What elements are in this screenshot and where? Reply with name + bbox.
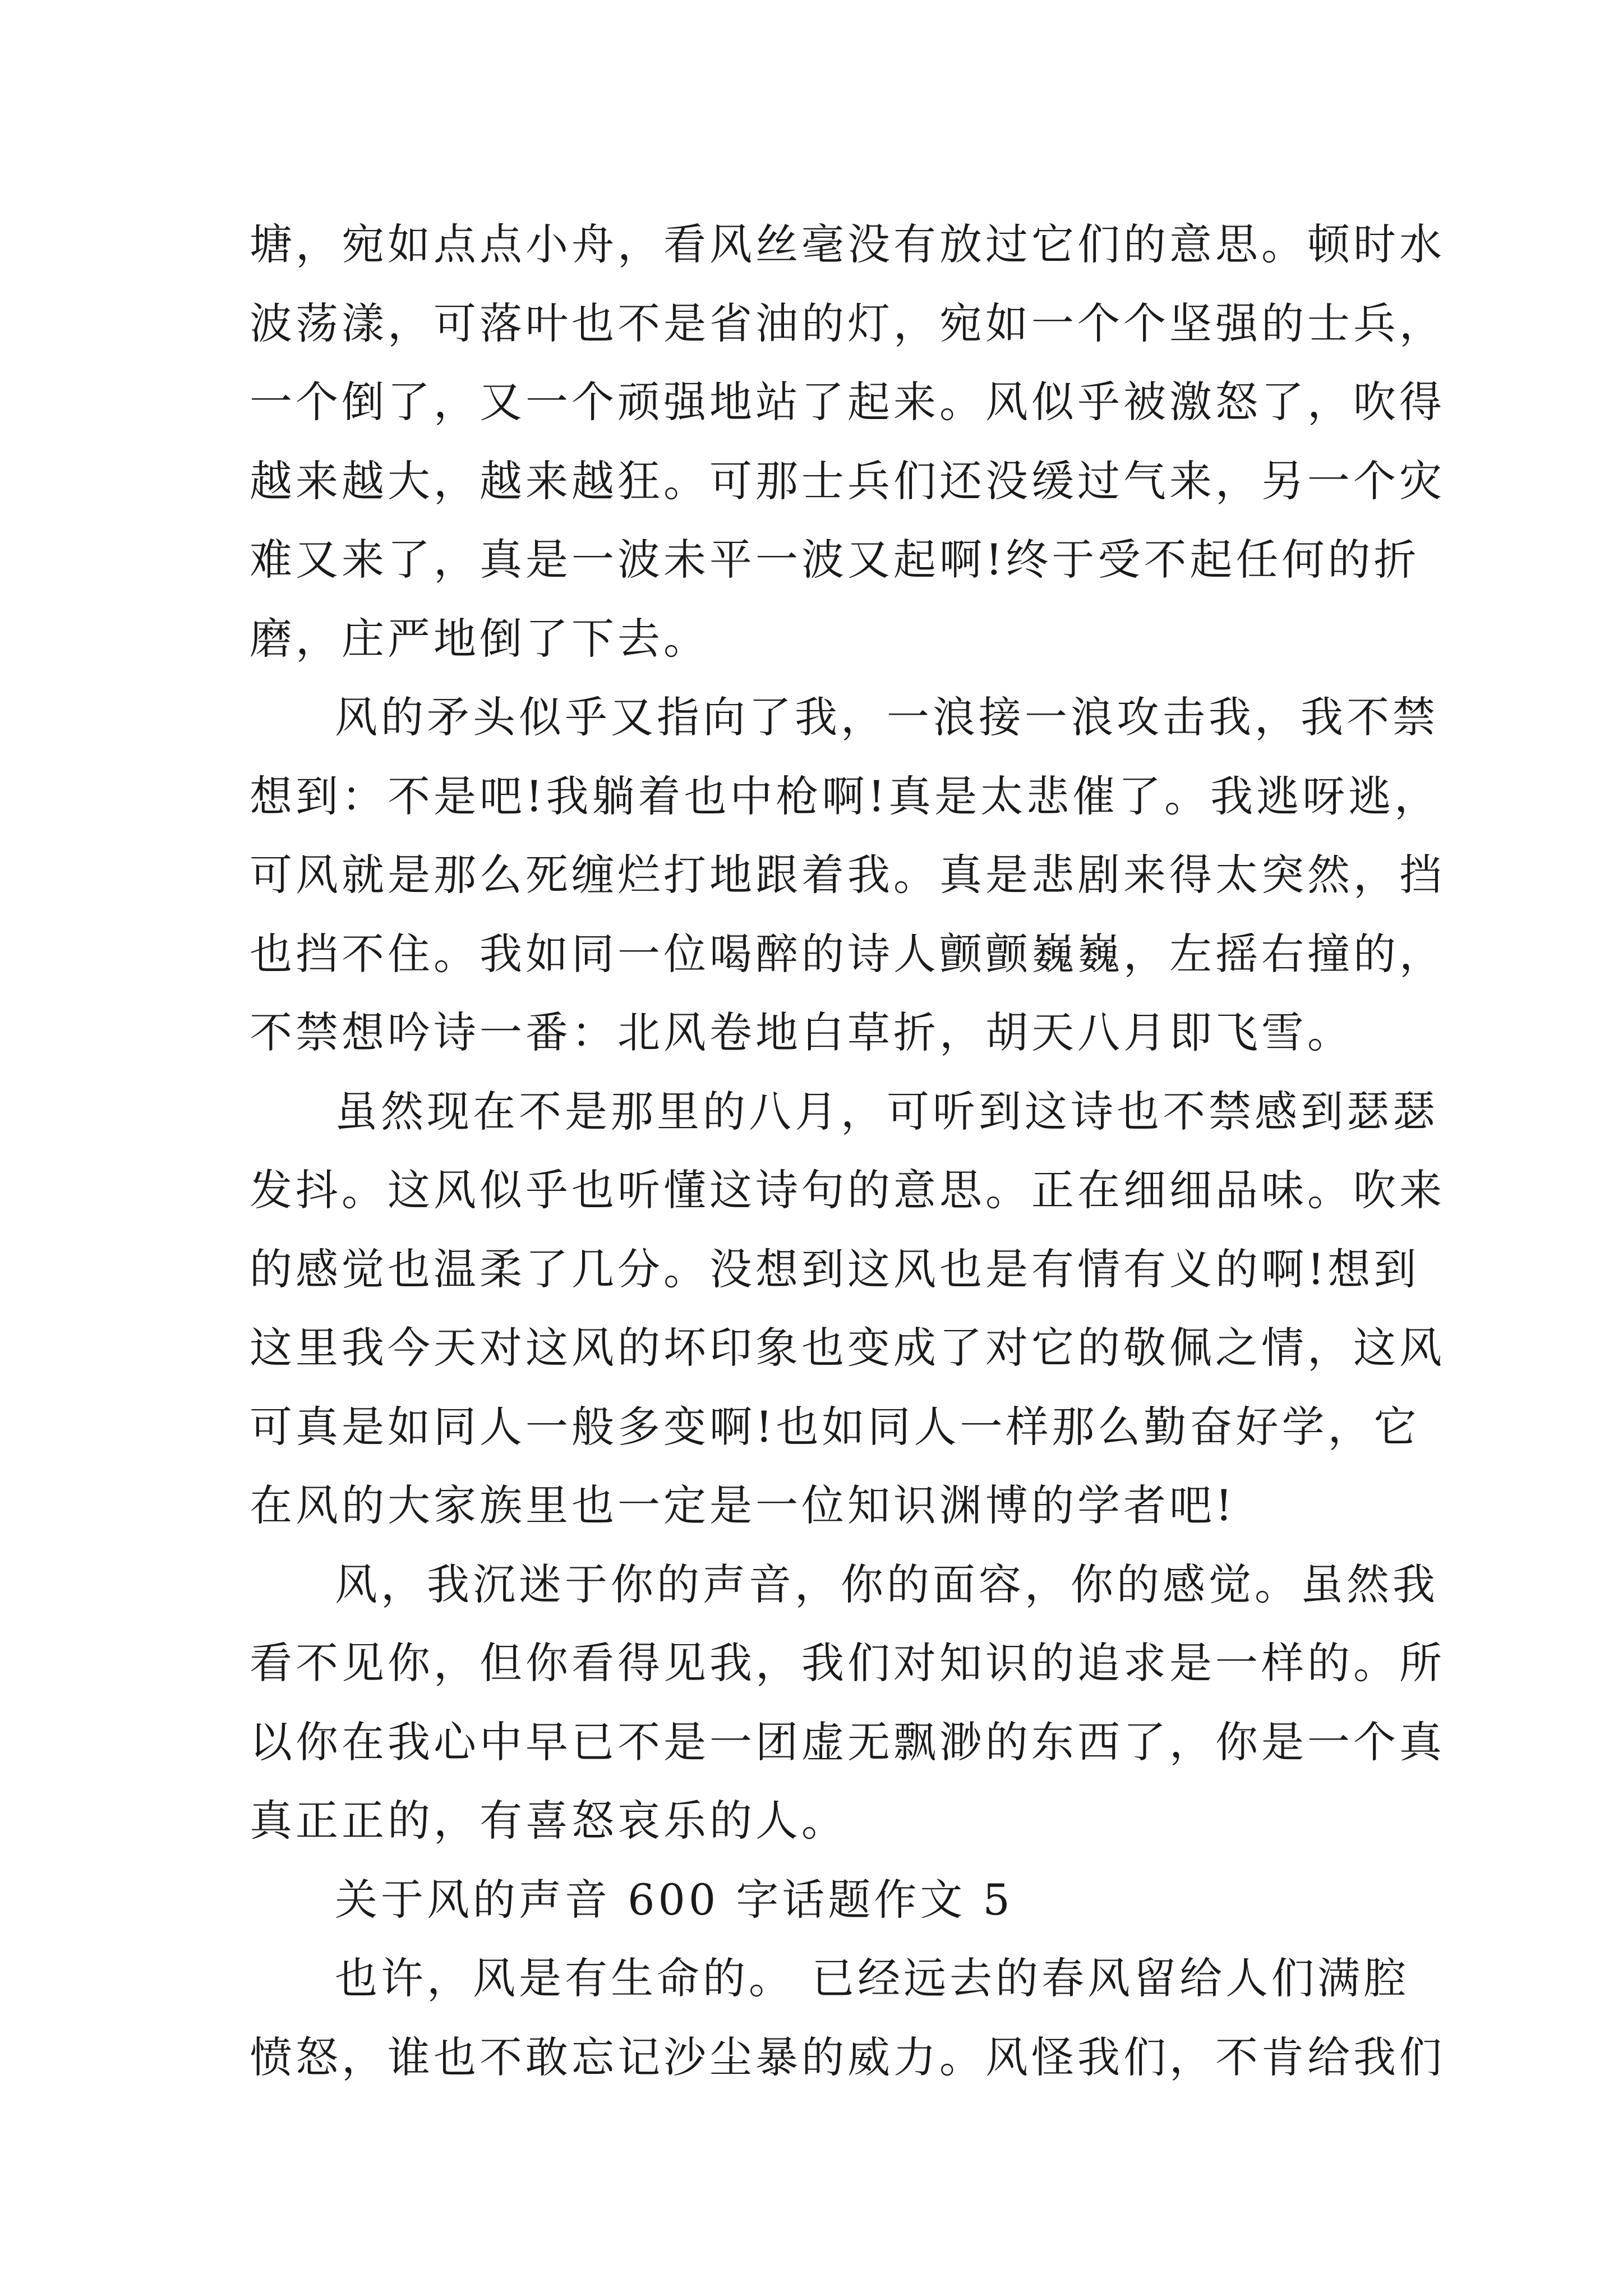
- text-line: 可真是如同人一般多变啊!也如同人一样那么勤奋好学，它: [250, 1401, 1420, 1452]
- text-line: 真正正的，有喜怒哀乐的人。: [250, 1796, 847, 1846]
- text-line: 愤怒，谁也不敢忘记沙尘暴的威力。风怪我们，不肯给我们: [250, 2032, 1445, 2082]
- text-line: 塘，宛如点点小舟，看风丝毫没有放过它们的意思。顿时水: [250, 219, 1445, 269]
- text-line: 一个倒了，又一个顽强地站了起来。风似乎被激怒了，吹得: [250, 377, 1445, 427]
- paragraph-first-line: 也许，风是有生命的。 已经远去的春风留给人们满腔: [335, 1953, 1410, 2003]
- text-line: 波荡漾，可落叶也不是省油的灯，宛如一个个坚强的士兵，: [250, 298, 1445, 348]
- text-line: 的感觉也温柔了几分。没想到这风也是有情有义的啊!想到: [250, 1244, 1420, 1294]
- text-line: 想到：不是吧!我躺着也中枪啊!真是太悲催了。我逃呀逃，: [250, 771, 1441, 821]
- text-line: 看不见你，但你看得见我，我们对知识的追求是一样的。所: [250, 1638, 1445, 1688]
- text-line: 以你在我心中早已不是一团虚无飘渺的东西了，你是一个真: [250, 1717, 1445, 1767]
- paragraph-first-line: 风的矛头似乎又指向了我，一浪接一浪攻击我，我不禁: [335, 692, 1438, 742]
- text-line: 这里我今天对这风的坏印象也变成了对它的敬佩之情，这风: [250, 1323, 1445, 1373]
- paragraph-first-line: 风，我沉迷于你的声音，你的面容，你的感觉。虽然我: [335, 1559, 1438, 1609]
- text-line: 也挡不住。我如同一位喝醉的诗人颤颤巍巍，左摇右撞的，: [250, 928, 1445, 979]
- text-line: 不禁想吟诗一番：北风卷地白草折，胡天八月即飞雪。: [250, 1007, 1353, 1057]
- text-line: 难又来了，真是一波未平一波又起啊!终于受不起任何的折: [250, 535, 1420, 585]
- paragraph-first-line: 虽然现在不是那里的八月，可听到这诗也不禁感到瑟瑟: [335, 1086, 1438, 1137]
- text-line: 在风的大家族里也一定是一位知识渊博的学者吧!: [250, 1480, 1236, 1530]
- text-line: 发抖。这风似乎也听懂这诗句的意思。正在细细品味。吹来: [250, 1165, 1445, 1215]
- text-line: 越来越大，越来越狂。可那士兵们还没缓过气来，另一个灾: [250, 455, 1445, 506]
- text-line: 磨，庄严地倒了下去。: [250, 613, 709, 664]
- paragraph-first-line: 关于风的声音 600 字话题作文 5: [335, 1874, 1013, 1925]
- document-body: [250, 205, 1445, 2097]
- text-line: 可风就是那么死缠烂打地跟着我。真是悲剧来得太突然，挡: [250, 850, 1445, 900]
